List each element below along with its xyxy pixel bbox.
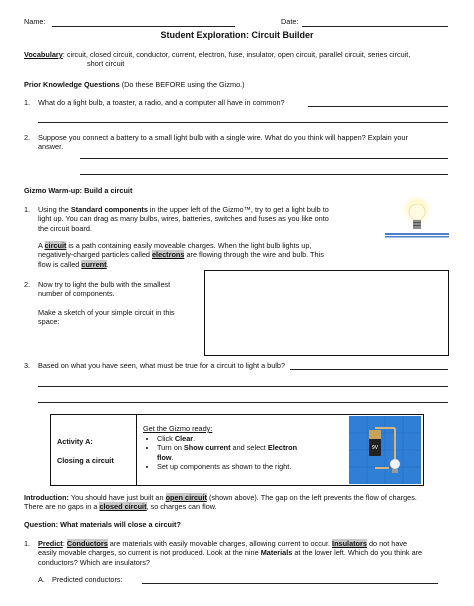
q2-number: 2. [24,133,31,142]
warmup-step-3-text: Based on what you have seen, what must be true for a circuit to light a bulb? [38,361,286,370]
q1-answer-line-1[interactable] [308,106,448,107]
activity-title: Activity A: [57,437,93,446]
page-title: Student Exploration: Circuit Builder [160,30,314,40]
q3-answer-line-3[interactable] [38,402,448,403]
q1-number: 1. [24,98,31,107]
q1-text: What do a light bulb, a toaster, a radio, and a computer all have in common? [38,98,285,107]
part-a-answer-line[interactable] [142,583,438,584]
vocabulary-terms: : circuit, closed circuit, conductor, current, electron, fuse, insulator, open circuit, parallel circuit, series circuit, [62,50,411,59]
step-clear: • Click Clear. [157,434,343,443]
warmup-step-1-text: Using the Standard components in the upper left of the Gizmo™, try to get a light bulb to light up. You can drag as many bulbs, wires, batteries, switches and fuses as you like onto the circuit board. [38,205,329,233]
step-show-current: • Turn on Show current and select Electron flow. [157,443,343,462]
vocabulary-terms-cont: short circuit [87,59,125,68]
part-a-text: Predicted conductors: [52,575,123,584]
light-bulb-image [385,195,449,245]
activity-divider [136,415,137,485]
q1-answer-line-2[interactable] [38,122,448,123]
warmup-step-3-number: 3. [24,361,31,370]
q2-answer-line-1[interactable] [80,158,448,159]
battery-label: 9V [371,445,379,451]
step-setup: • Set up components as shown to the right. [157,462,343,471]
prior-knowledge-heading: Prior Knowledge Questions (Do these BEFORE using the Gizmo.) [24,80,245,89]
introduction: Introduction: You should have just built an open circuit (shown above). The gap on the left prevents the flow of charges. There are no gaps in a closed circuit, so charges can flow. [24,493,417,512]
date-label: Date: [281,17,299,26]
q3-answer-line-2[interactable] [38,386,448,387]
q3-answer-line-1[interactable] [290,369,448,370]
warmup-step-1-number: 1. [24,205,31,214]
date-line[interactable] [302,26,448,27]
q2-text: Suppose you connect a battery to a small light bulb with a single wire. What do you think will happen? Explain your answer. [38,133,408,152]
question-heading: Question: What materials will close a circuit? [24,520,181,529]
activity-box [50,414,424,486]
gizmo-ready-steps [143,434,343,471]
vocabulary [24,50,454,59]
warmup-heading: Gizmo Warm-up: Build a circuit [24,186,133,195]
question-1-text: Predict: Conductors are materials with easily movable charges, allowing current to occur. Insulators do not have easily movable charges, so current is not produced. Look at the nine Materials at the lower left. Which do you think are conductors? Which are insulators? [38,539,423,567]
gizmo-ready-heading: Get the Gizmo ready: [143,424,213,433]
name-label: Name: [24,17,46,26]
name-line[interactable] [52,26,235,27]
question-1-number: 1. [24,539,31,548]
q2-answer-line-2[interactable] [80,174,448,175]
gizmo-circuit-image [349,416,421,484]
warmup-step-2-number: 2. [24,280,31,289]
part-a-label: A. [38,575,45,584]
activity-subtitle: Closing a circuit [57,456,114,465]
warmup-step-2-text: Now try to light the bulb with the smallest number of components. Make a sketch of your simple circuit in this space: [38,280,175,326]
vocabulary-label: Vocabulary [24,50,63,59]
circuit-definition: A circuit is a path containing easily moveable charges. When the light bulb lights up, negatively-charged particles called electrons are flowing through the wire and bulb. This flow is called current. [38,241,324,269]
sketch-box[interactable] [204,270,449,356]
